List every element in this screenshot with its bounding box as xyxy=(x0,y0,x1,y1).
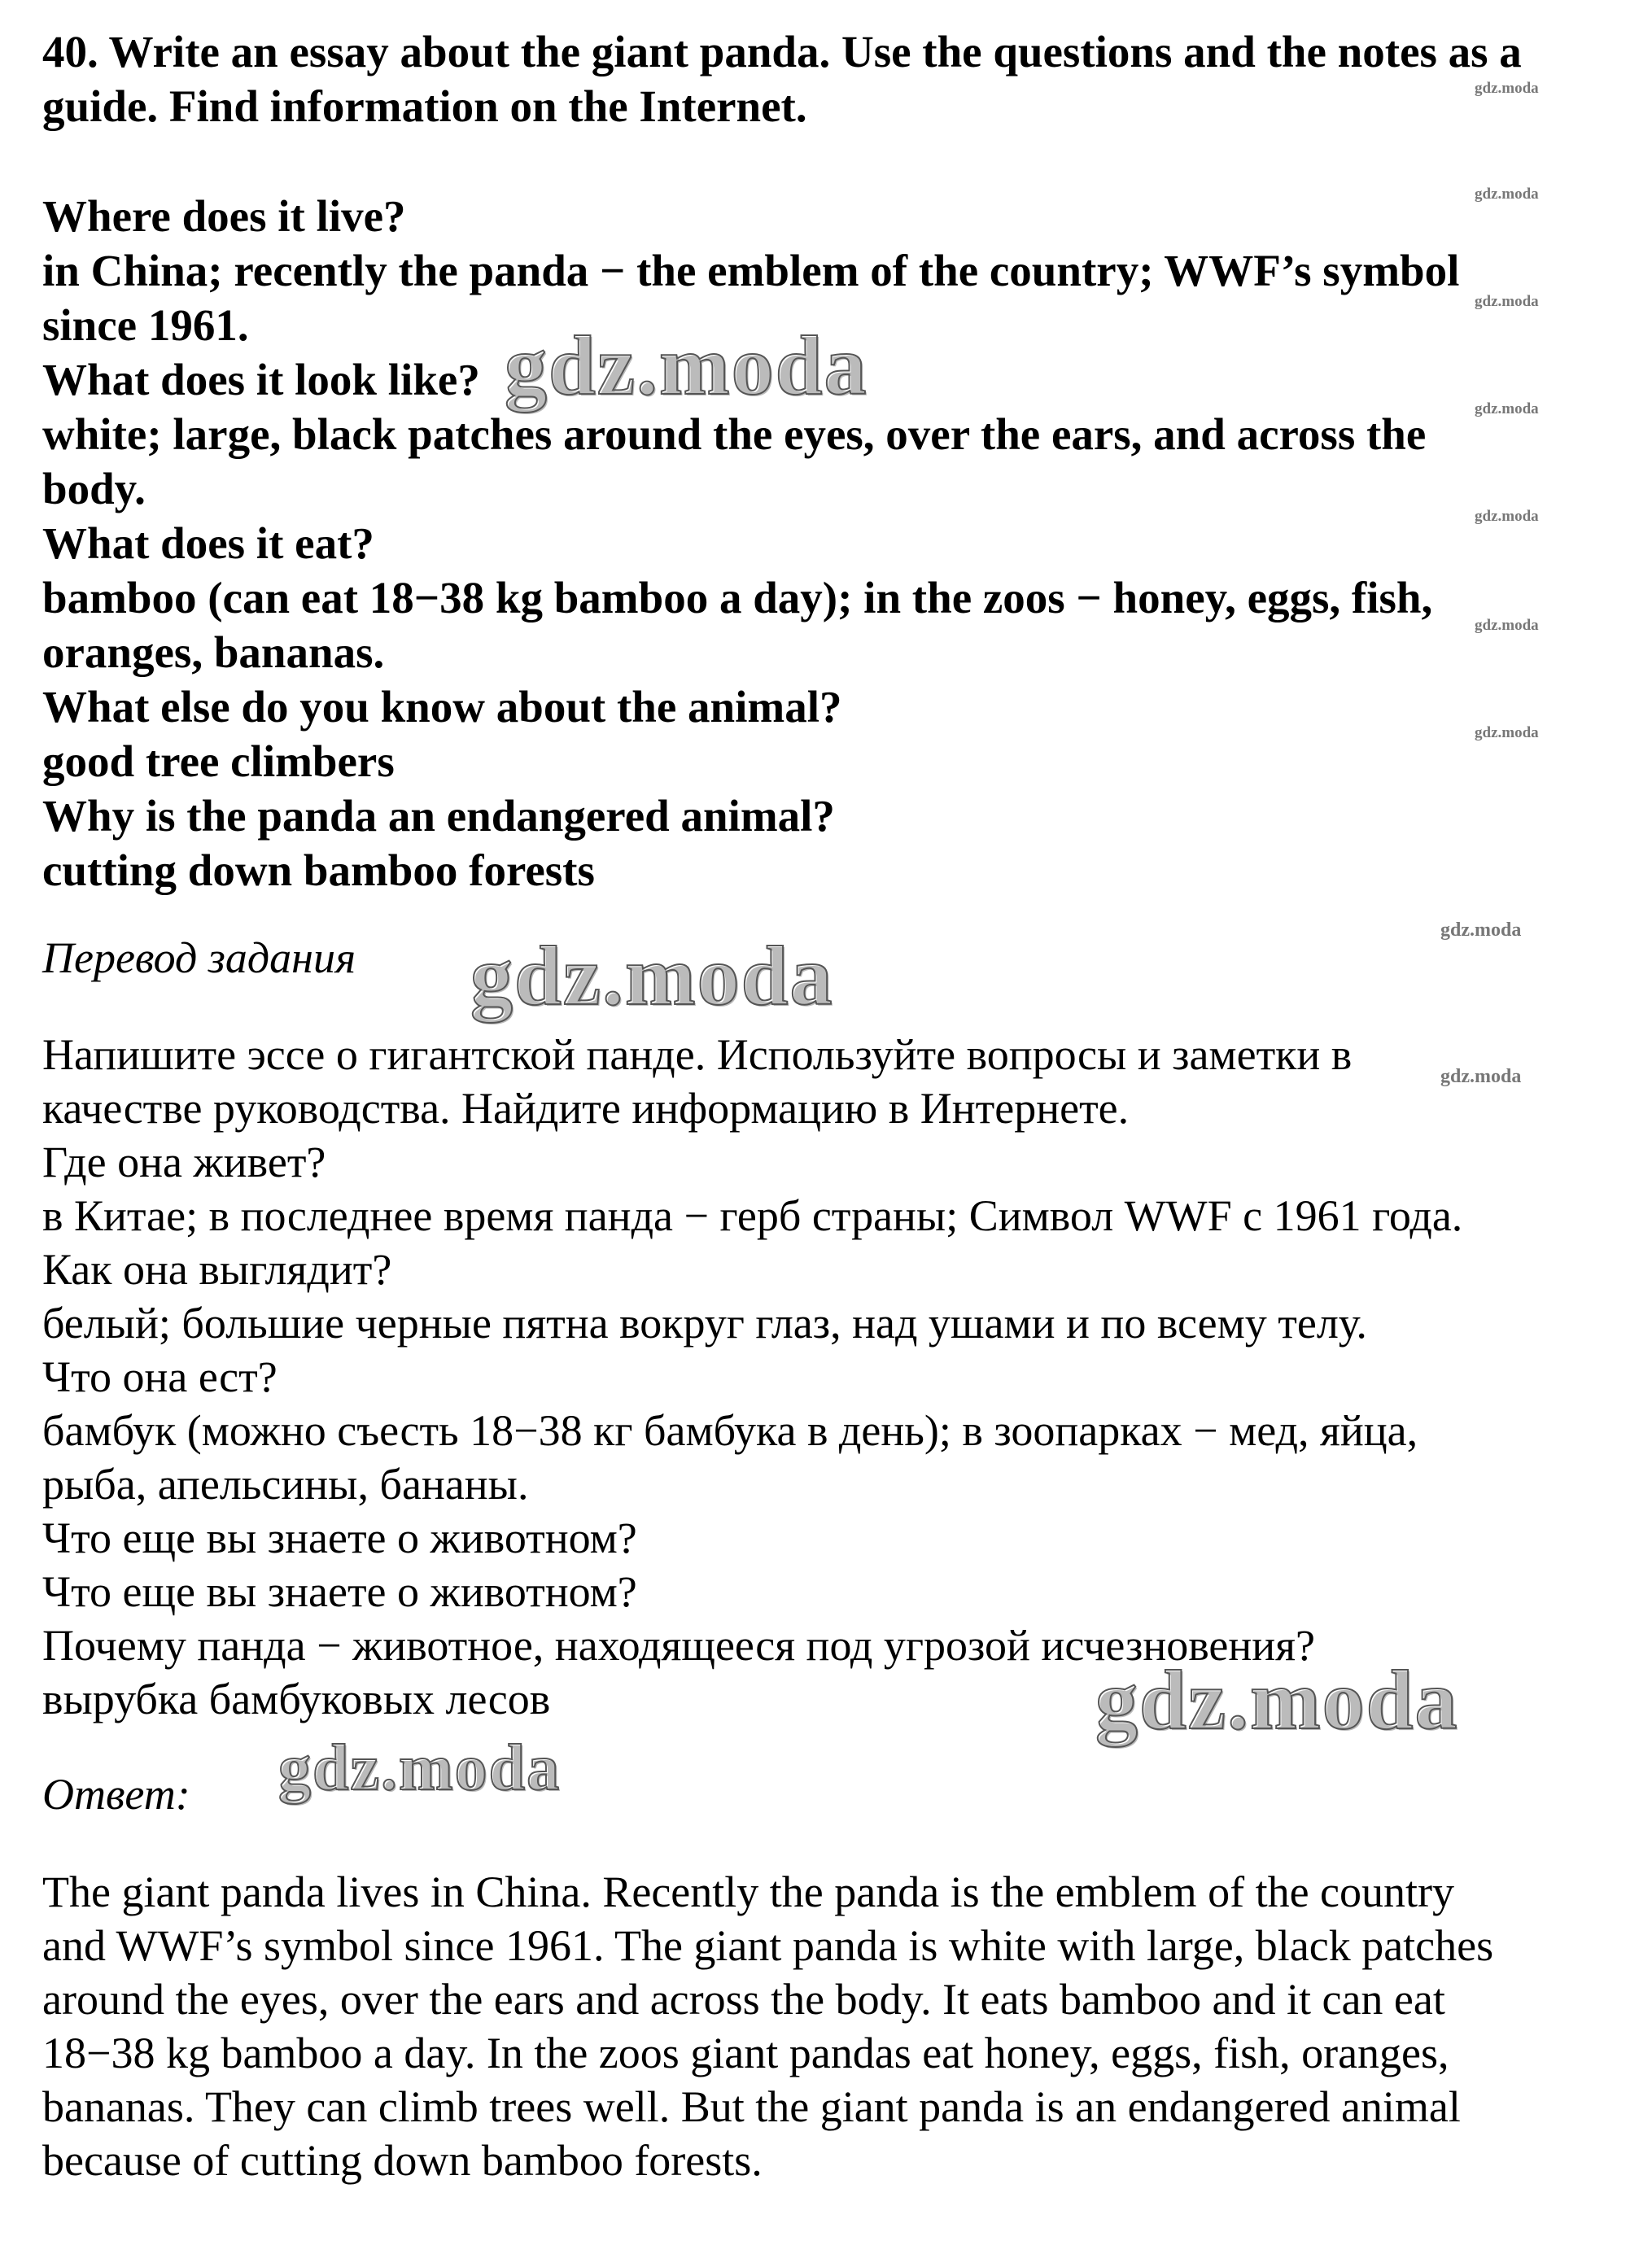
note-line: body. xyxy=(42,464,146,513)
watermark-large: gdz.moda xyxy=(1095,1653,1459,1747)
translation-line: в Китае; в последнее время панда − герб страны; Символ WWF с 1961 года. xyxy=(42,1191,1463,1240)
note-line: Where does it live? xyxy=(42,191,406,241)
translation-line: Почему панда − животное, находящееся под угрозой исчезновения? xyxy=(42,1621,1315,1670)
translation-line: Где она живет? xyxy=(42,1138,326,1186)
watermark-small: gdz.moda xyxy=(1475,80,1539,97)
translation-line: Что еще вы знаете о животном? xyxy=(42,1567,637,1616)
translation-line: Что она ест? xyxy=(42,1352,278,1401)
answer-line: because of cutting down bamboo forests. xyxy=(42,2136,763,2185)
translation-line: качестве руководства. Найдите информацию в Интернете. xyxy=(42,1084,1130,1133)
watermark-small: gdz.moda xyxy=(1475,508,1539,525)
note-line: since 1961. xyxy=(42,300,249,350)
answer-label: Ответ: xyxy=(42,1770,190,1819)
answer-line: and WWF’s symbol since 1961. The giant panda is white with large, black patches xyxy=(42,1921,1494,1970)
note-line: oranges, bananas. xyxy=(42,627,385,677)
note-line: bamboo (can eat 18−38 kg bamboo a day); in the zoos − honey, eggs, fish, xyxy=(42,573,1433,622)
answer-line: bananas. They can climb trees well. But the giant panda is an endangered animal xyxy=(42,2082,1461,2131)
watermark-small: gdz.moda xyxy=(1475,617,1539,634)
watermark-small: gdz.moda xyxy=(1440,920,1522,941)
task-heading-line: 40. Write an essay about the giant panda. Use the questions and the notes as a xyxy=(42,27,1522,76)
translation-line: белый; большие черные пятна вокруг глаз, над ушами и по всему телу. xyxy=(42,1299,1367,1348)
note-line: white; large, black patches around the eyes, over the ears, and across the xyxy=(42,409,1427,459)
watermark-large: gdz.moda xyxy=(278,1732,562,1804)
note-line: What else do you know about the animal? xyxy=(42,682,842,732)
note-line: What does it eat? xyxy=(42,518,374,568)
watermark-small: gdz.moda xyxy=(1475,724,1539,741)
task-heading-line: guide. Find information on the Internet. xyxy=(42,81,807,131)
note-line: good tree climbers xyxy=(42,736,395,786)
answer-line: The giant panda lives in China. Recently the panda is the emblem of the country xyxy=(42,1867,1455,1916)
watermark-small: gdz.moda xyxy=(1440,1066,1522,1087)
watermark-small: gdz.moda xyxy=(1475,186,1539,203)
translation-line: рыба, апельсины, бананы. xyxy=(42,1460,529,1509)
note-line: cutting down bamboo forests xyxy=(42,845,595,895)
translation-line: Напишите эссе о гигантской панде. Используйте вопросы и заметки в xyxy=(42,1030,1353,1079)
note-line: in China; recently the panda − the emblem of the country; WWF’s symbol xyxy=(42,246,1460,295)
translation-line: Как она выглядит? xyxy=(42,1245,392,1294)
watermark-small: gdz.moda xyxy=(1475,293,1539,310)
watermark-large: gdz.moda xyxy=(505,319,868,413)
note-line: What does it look like? xyxy=(42,355,480,404)
watermark-small: gdz.moda xyxy=(1475,400,1539,417)
answer-line: 18−38 kg bamboo a day. In the zoos giant pandas eat honey, eggs, fish, oranges, xyxy=(42,2029,1449,2077)
translation-line: бамбук (можно съесть 18−38 кг бамбука в день); в зоопарках − мед, яйца, xyxy=(42,1406,1418,1455)
translation-label: Перевод задания xyxy=(42,933,356,982)
translation-line: Что еще вы знаете о животном? xyxy=(42,1514,637,1562)
answer-line: around the eyes, over the ears and across the body. It eats bamboo and it can eat xyxy=(42,1975,1445,2024)
translation-line: вырубка бамбуковых лесов xyxy=(42,1675,551,1723)
note-line: Why is the panda an endangered animal? xyxy=(42,791,835,841)
watermark-large: gdz.moda xyxy=(470,929,834,1023)
